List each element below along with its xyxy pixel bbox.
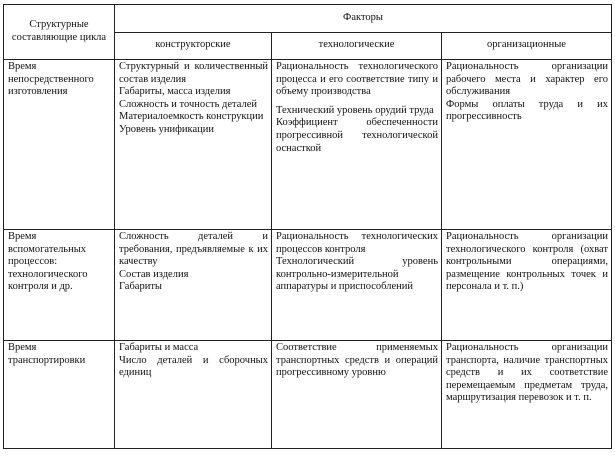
list-item: Соответствие применяемых транспортных средств и операций прогрессивному уровню — [276, 342, 438, 379]
technological-factors-cell — [272, 341, 442, 449]
list-item: Структурный и количественный состав изделия — [119, 61, 268, 85]
header-row — [4, 5, 612, 33]
list-item: Габариты и масса — [119, 342, 199, 353]
components-header: Структурные составляющие цикла — [4, 5, 115, 60]
list-item: Коэффициент обеспеченности прогрессивной технологической оснасткой — [276, 117, 438, 154]
organizational-factors-cell — [442, 230, 612, 341]
list-item: Состав изделия — [119, 268, 189, 280]
column-header-design: конструкторские — [115, 32, 272, 60]
row-component: Время транспортировки — [4, 341, 115, 449]
list-item: Формы оплаты труда и их прогрессивность — [446, 98, 609, 123]
column-header-organizational: организационные — [442, 32, 612, 60]
list-item: Габариты, масса изделия — [119, 86, 231, 98]
list-item: Материалоемкость конструкции — [119, 111, 264, 123]
list-item: Рациональность технологического процесса и его соответствие типу и объему производства — [276, 61, 438, 98]
design-factors-cell — [115, 60, 272, 230]
list-item: Сложность деталей и требования, предъявляемые к их качеству — [119, 231, 268, 268]
list-item: Уровень унификации — [119, 123, 214, 135]
table-row — [4, 341, 612, 449]
table-row — [4, 60, 612, 230]
factors-table — [3, 4, 612, 449]
row-component: Время непосредственного изготовления — [4, 60, 115, 230]
list-item: Технологический уровень контрольно-измерительной аппаратуры и приспособлений — [276, 256, 438, 293]
list-item: Сложность и точность деталей — [119, 98, 258, 110]
list-item: Рациональность организации транспорта, наличие транспортных средств и их соответствие перемещаемым предметам труда, маршрутизация перевозок и т. п. — [446, 342, 609, 404]
list-item: Рациональность технологических процессов контроля — [276, 231, 438, 255]
list-item: Рациональность организации рабочего места и характер его обслуживания — [446, 61, 609, 98]
list-item: Габариты — [119, 281, 162, 293]
technological-factors-cell — [272, 230, 442, 341]
technological-factors-cell — [272, 60, 442, 230]
factors-header: Факторы — [115, 5, 612, 33]
design-factors-cell — [115, 230, 272, 341]
row-component: Время вспомогательных процессов: технологического контроля и др. — [4, 230, 115, 341]
list-item: Рациональность организации технологического контроля (охват контрольными операциями, размещение контрольных точек и персонала и т. п.) — [446, 231, 609, 293]
column-header-technological: технологические — [272, 32, 442, 60]
organizational-factors-cell — [442, 60, 612, 230]
design-factors-cell — [115, 341, 272, 449]
table-row — [4, 230, 612, 341]
organizational-factors-cell — [442, 341, 612, 449]
list-item: Технический уровень орудий труда — [276, 104, 434, 116]
list-item: Число деталей и сборочных единиц — [119, 354, 268, 379]
